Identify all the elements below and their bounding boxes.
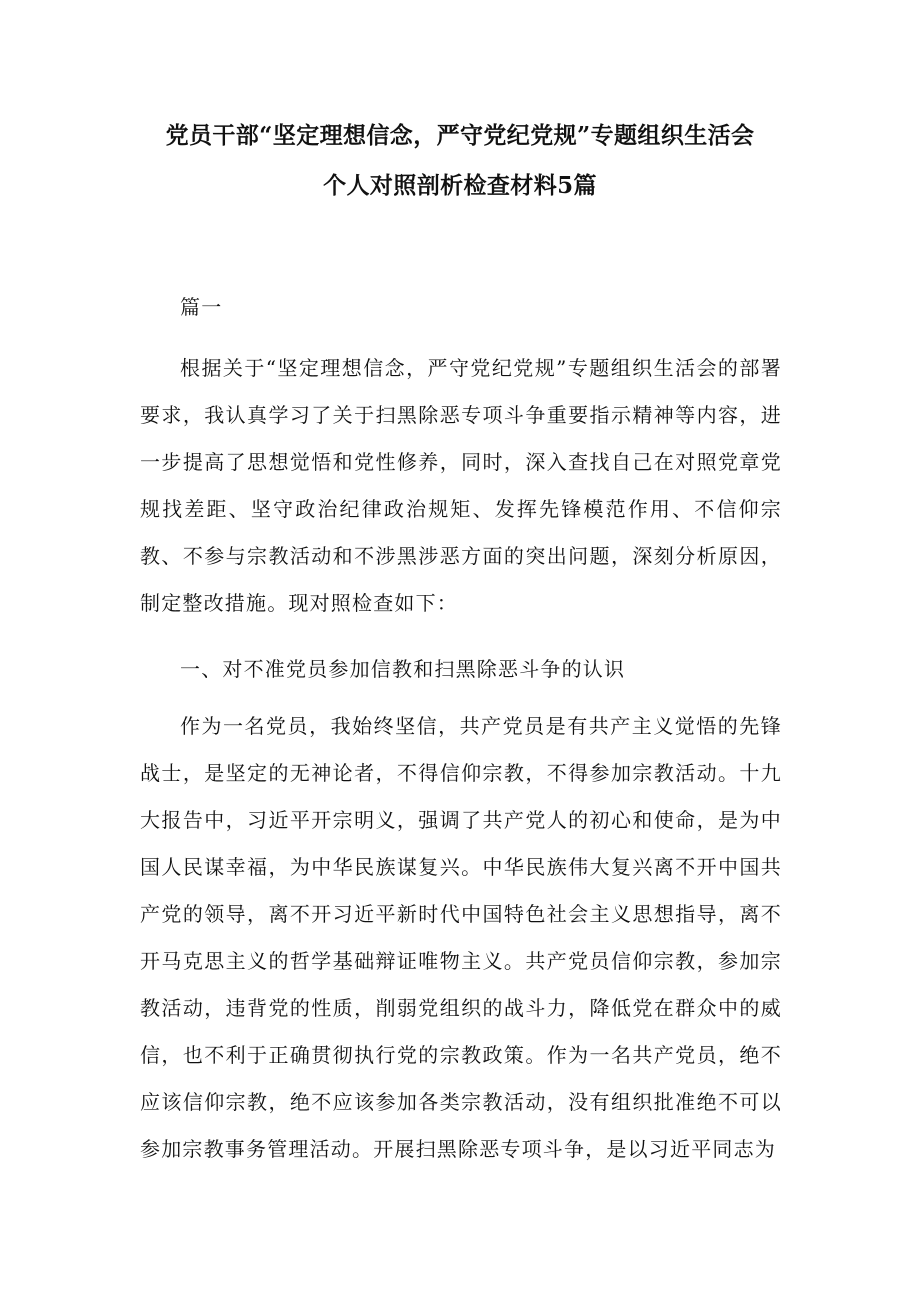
part-label: 篇一 — [180, 295, 223, 319]
document-title-line-2: 个人对照剖析检查材料5篇 — [323, 172, 597, 199]
paragraph-section-1: 作为一名党员，我始终坚信，共产党员是有共产主义觉悟的先锋战士，是坚定的无神论者，不得信仰宗教，不得参加宗教活动。十九大报告中，习近平开宗明义，强调了共产党人的初心和使命，是为中国人民谋幸福，为中华民族谋复兴。中华民族伟大复兴离不开中国共产党的领导，离不开习近平新时代中国特色社会主义思想指导，离不开马克思主义的哲学基础辩证唯物主义。共产党员信仰宗教，参加宗教活动，违背党的性质，削弱党组织的战斗力，降低党在群众中的威信，也不利于正确贯彻执行党的宗教政策。作为一名共产党员，绝不应该信仰宗教，绝不应该参加各类宗教活动，没有组织批准绝不可以参加宗教事务管理活动。开展扫黑除恶专项斗争，是以习近平同志为 — [140, 714, 782, 1161]
document-title-line-1: 党员干部“坚定理想信念，严守党纪党规”专题组织生活会 — [165, 122, 755, 149]
paragraph-intro: 根据关于“坚定理想信念，严守党纪党规”专题组织生活会的部署要求，我认真学习了关于扫黑除恶专项斗争重要指示精神等内容，进一步提高了思想觉悟和党性修养，同时，深入查找自己在对照党章党规找差距、坚守政治纪律政治规矩、发挥先锋模范作用、不信仰宗教、不参与宗教活动和不涉黑涉恶方面的突出问题，深刻分析原因，制定整改措施。现对照检查如下： — [140, 356, 782, 615]
section-heading-1: 一、对不准党员参加信教和扫黑除恶斗争的认识 — [180, 657, 626, 681]
